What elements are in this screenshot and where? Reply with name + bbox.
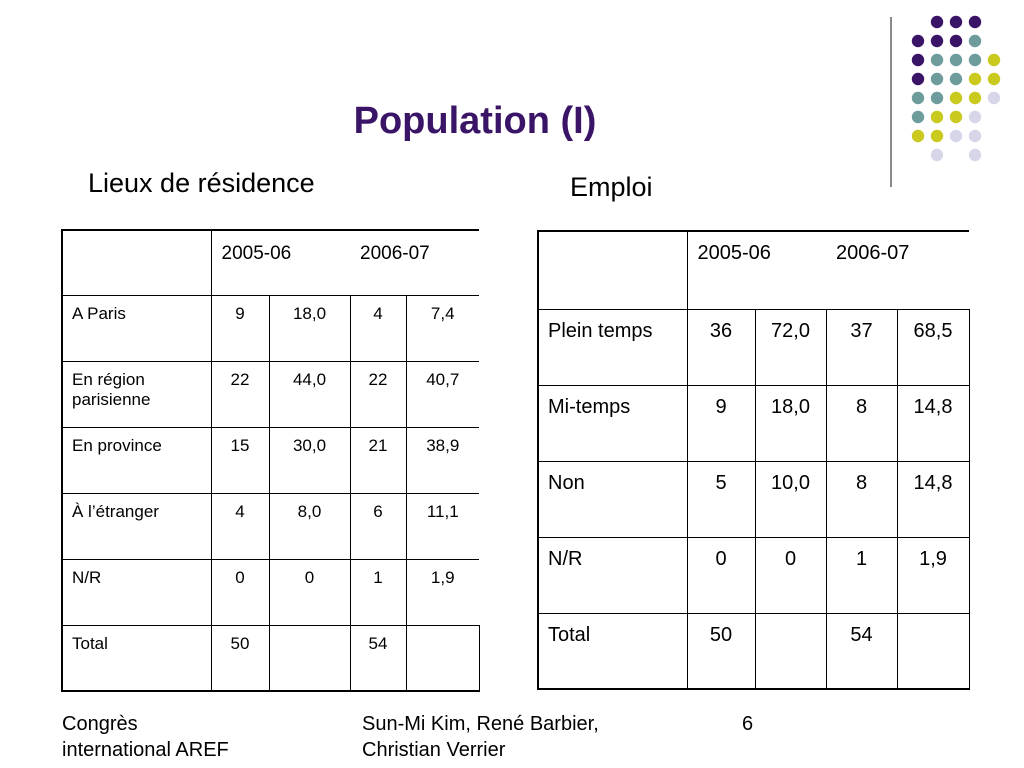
percent-2005-06 bbox=[755, 613, 826, 689]
count-2005-06: 0 bbox=[211, 559, 269, 625]
decorative-dot bbox=[950, 54, 962, 66]
footer-authors-line2: Christian Verrier bbox=[362, 739, 506, 761]
table-row bbox=[538, 537, 969, 613]
decorative-dot bbox=[950, 16, 962, 28]
table-row bbox=[538, 385, 969, 461]
row-label: Plein temps bbox=[538, 309, 687, 385]
count-2006-07: 1 bbox=[350, 559, 406, 625]
decorative-dot bbox=[969, 16, 981, 28]
footer-conference-line1: Congrès bbox=[62, 713, 138, 735]
count-2006-07: 1 bbox=[826, 537, 897, 613]
percent-2006-07: 14,8 bbox=[897, 385, 969, 461]
count-2006-07: 37 bbox=[826, 309, 897, 385]
decorative-dot bbox=[969, 54, 981, 66]
count-2005-06: 15 bbox=[211, 427, 269, 493]
row-label: A Paris bbox=[62, 295, 211, 361]
count-2006-07: 22 bbox=[350, 361, 406, 427]
percent-2006-07: 1,9 bbox=[897, 537, 969, 613]
table-row bbox=[62, 295, 479, 361]
decorative-dot bbox=[950, 73, 962, 85]
page-number: 6 bbox=[742, 713, 754, 735]
table-row bbox=[538, 309, 969, 385]
percent-2005-06: 18,0 bbox=[755, 385, 826, 461]
percent-2005-06: 0 bbox=[755, 537, 826, 613]
decorative-dot bbox=[969, 35, 981, 47]
decorative-dot bbox=[912, 35, 924, 47]
decorative-dot bbox=[988, 92, 1000, 104]
decorative-dot bbox=[988, 73, 1000, 85]
decorative-dot bbox=[931, 73, 943, 85]
row-label: Non bbox=[538, 461, 687, 537]
decorative-dot bbox=[931, 35, 943, 47]
count-2006-07: 6 bbox=[350, 493, 406, 559]
column-header-2006-07: 2006-07 bbox=[826, 231, 969, 309]
percent-2005-06: 10,0 bbox=[755, 461, 826, 537]
count-2006-07: 54 bbox=[826, 613, 897, 689]
percent-2006-07: 38,9 bbox=[406, 427, 479, 493]
table-row bbox=[62, 625, 479, 691]
footer-conference bbox=[62, 711, 312, 763]
decorative-dot bbox=[950, 35, 962, 47]
percent-2005-06: 44,0 bbox=[269, 361, 350, 427]
decorative-dot bbox=[969, 130, 981, 142]
table-row bbox=[62, 493, 479, 559]
slide-title: Population (I) bbox=[353, 100, 597, 142]
count-2005-06: 22 bbox=[211, 361, 269, 427]
table-corner-cell bbox=[538, 231, 687, 309]
percent-2006-07 bbox=[897, 613, 969, 689]
percent-2005-06 bbox=[269, 625, 350, 691]
decorative-dot bbox=[969, 92, 981, 104]
decorative-dot bbox=[931, 16, 943, 28]
count-2005-06: 9 bbox=[211, 295, 269, 361]
table-row bbox=[538, 461, 969, 537]
footer-authors-line1: Sun-Mi Kim, René Barbier, bbox=[362, 713, 599, 735]
row-label: En région parisienne bbox=[62, 361, 211, 427]
count-2006-07: 8 bbox=[826, 461, 897, 537]
count-2006-07: 8 bbox=[826, 385, 897, 461]
table-row bbox=[538, 613, 969, 689]
column-header-2005-06: 2005-06 bbox=[211, 230, 350, 295]
percent-2006-07: 68,5 bbox=[897, 309, 969, 385]
row-label: À l’étranger bbox=[62, 493, 211, 559]
percent-2005-06: 72,0 bbox=[755, 309, 826, 385]
footer-authors bbox=[362, 711, 692, 763]
percent-2006-07: 1,9 bbox=[406, 559, 479, 625]
percent-2005-06: 0 bbox=[269, 559, 350, 625]
count-2005-06: 9 bbox=[687, 385, 755, 461]
decorative-dot bbox=[950, 92, 962, 104]
decorative-dot bbox=[950, 130, 962, 142]
decorative-dot bbox=[912, 73, 924, 85]
decorative-dot bbox=[950, 111, 962, 123]
percent-2006-07: 7,4 bbox=[406, 295, 479, 361]
row-label: Total bbox=[62, 625, 211, 691]
residence-subtitle: Lieux de résidence bbox=[88, 168, 315, 198]
footer-conference-line2: international AREF bbox=[62, 739, 229, 761]
count-2006-07: 21 bbox=[350, 427, 406, 493]
table-row bbox=[62, 559, 479, 625]
percent-2006-07 bbox=[406, 625, 479, 691]
count-2005-06: 36 bbox=[687, 309, 755, 385]
decorative-dot bbox=[969, 149, 981, 161]
count-2005-06: 4 bbox=[211, 493, 269, 559]
decorative-dot bbox=[988, 54, 1000, 66]
decorative-dot bbox=[912, 54, 924, 66]
table-row bbox=[62, 361, 479, 427]
column-header-2005-06: 2005-06 bbox=[687, 231, 826, 309]
percent-2005-06: 18,0 bbox=[269, 295, 350, 361]
percent-2005-06: 8,0 bbox=[269, 493, 350, 559]
row-label: Total bbox=[538, 613, 687, 689]
residence-table bbox=[61, 229, 480, 692]
column-header-2006-07: 2006-07 bbox=[350, 230, 479, 295]
count-2006-07: 54 bbox=[350, 625, 406, 691]
employment-subtitle: Emploi bbox=[570, 172, 653, 202]
count-2005-06: 50 bbox=[687, 613, 755, 689]
percent-2006-07: 14,8 bbox=[897, 461, 969, 537]
table-header-row bbox=[538, 231, 969, 309]
count-2006-07: 4 bbox=[350, 295, 406, 361]
row-label: N/R bbox=[62, 559, 211, 625]
percent-2005-06: 30,0 bbox=[269, 427, 350, 493]
count-2005-06: 50 bbox=[211, 625, 269, 691]
table-row bbox=[62, 427, 479, 493]
decorative-dot bbox=[931, 149, 943, 161]
count-2005-06: 5 bbox=[687, 461, 755, 537]
row-label: En province bbox=[62, 427, 211, 493]
decorative-dot bbox=[969, 73, 981, 85]
row-label: Mi-temps bbox=[538, 385, 687, 461]
decorative-dot bbox=[969, 111, 981, 123]
decorative-dot bbox=[931, 54, 943, 66]
table-corner-cell bbox=[62, 230, 211, 295]
table-header-row bbox=[62, 230, 479, 295]
percent-2006-07: 11,1 bbox=[406, 493, 479, 559]
count-2005-06: 0 bbox=[687, 537, 755, 613]
row-label: N/R bbox=[538, 537, 687, 613]
employment-table bbox=[537, 230, 970, 690]
percent-2006-07: 40,7 bbox=[406, 361, 479, 427]
